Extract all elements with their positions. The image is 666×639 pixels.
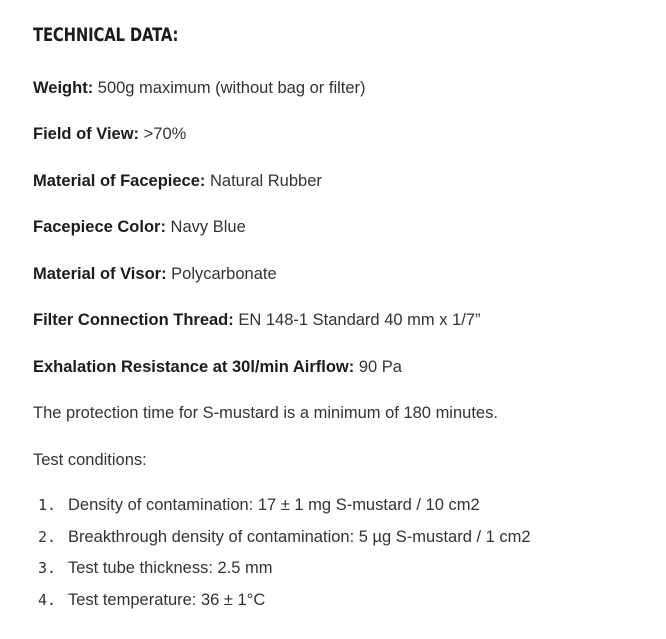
list-text: Density of contamination: 17 ± 1 mg S-mustard / 10 cm2 (68, 496, 480, 514)
spec-label: Filter Connection Thread: (33, 311, 234, 329)
spec-visor-material (33, 264, 277, 284)
spec-value: >70% (139, 125, 187, 143)
list-number: 1. (38, 496, 57, 514)
spec-facepiece-color (33, 217, 246, 237)
list-text: Test tube thickness: 2.5 mm (68, 559, 273, 577)
spec-field-of-view (33, 124, 186, 144)
list-item (33, 527, 531, 559)
list-text: Test temperature: 36 ± 1°C (68, 590, 266, 609)
list-text: Breakthrough density of contamination: 5 µg S-mustard / 1 cm2 (68, 527, 531, 546)
spec-value: EN 148-1 Standard 40 mm x 1/7” (233, 311, 481, 329)
spec-label: Material of Facepiece: (33, 172, 206, 190)
spec-exhalation-resistance (33, 357, 402, 377)
spec-label: Field of View: (33, 125, 140, 143)
list-item (33, 495, 531, 527)
list-number: 2. (38, 527, 57, 546)
spec-facepiece-material (33, 171, 322, 191)
test-conditions-intro: Test conditions: (33, 451, 147, 469)
spec-value: 500g maximum (without bag or filter) (93, 79, 366, 97)
spec-filter-thread (33, 310, 480, 330)
spec-label: Material of Visor: (33, 265, 167, 283)
test-conditions-list (33, 495, 531, 621)
spec-label: Facepiece Color: (33, 218, 166, 236)
spec-value: 90 Pa (354, 358, 402, 376)
spec-weight (33, 78, 366, 98)
list-number: 3. (38, 559, 57, 577)
section-heading: TECHNICAL DATA: (33, 24, 179, 46)
list-item (33, 590, 531, 622)
spec-label: Exhalation Resistance at 30l/min Airflow: (33, 358, 355, 376)
spec-label: Weight: (33, 79, 94, 97)
spec-value: Polycarbonate (166, 265, 277, 283)
list-number: 4. (38, 590, 57, 609)
spec-value: Natural Rubber (205, 172, 322, 190)
list-item (33, 558, 531, 590)
protection-time-text: The protection time for S-mustard is a minimum of 180 minutes. (33, 404, 498, 422)
spec-value: Navy Blue (165, 218, 246, 236)
